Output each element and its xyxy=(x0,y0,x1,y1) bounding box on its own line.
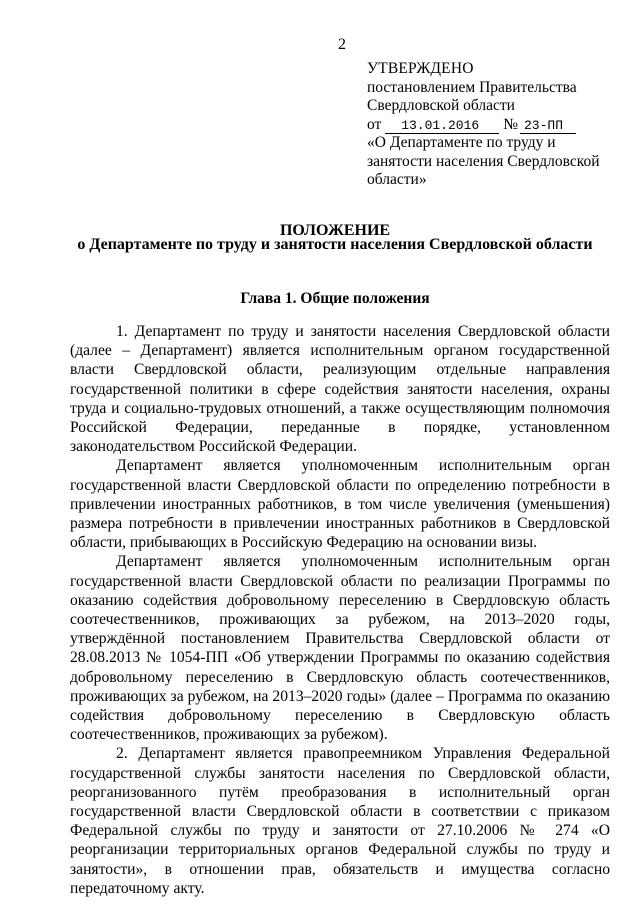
document-body xyxy=(70,322,610,898)
paragraph: Департамент является уполномоченным исполнительным орган государственной власти Свердловской области по реализации Программы по оказанию содействия добровольному переселению в Свердловскую область соотечественников, проживающих за рубежом, на 2013–2020 годы, утверждённой постановлением Правительства Свердловской области от 28.08.2013 № 1054-ПП «Об утверждении Программы по оказанию содействия добровольному переселению в Свердловскую область соотечественников, проживающих за рубежом, на 2013–2020 годы» (далее – Программа по оказанию содействия добровольному переселению в Свердловскую область соотечественников, проживающих за рубежом). xyxy=(70,553,610,744)
approval-line-1: постановлением Правительства xyxy=(367,78,577,96)
approval-subject-line-3: области» xyxy=(367,171,427,188)
chapter-title: Глава 1. Общие положения xyxy=(240,290,430,307)
approval-title: УТВЕРЖДЕНО xyxy=(367,60,474,77)
document-title: ПОЛОЖЕНИЕ xyxy=(279,222,391,239)
paragraph: Департамент является уполномоченным исполнительным орган государственной власти Свердловской области по определению потребности в привлечении иностранных работников, в том числе увеличения (уменьшения) размера потребности в привлечении иностранных работников в Свердловской области, прибывающих в Российскую Федерацию на основании визы. xyxy=(70,457,610,552)
approval-subject-line-1: «О Департаменте по труду и xyxy=(367,134,556,151)
approval-date-line xyxy=(367,116,617,135)
page-number: 2 xyxy=(338,36,346,53)
approval-line-2: Свердловской области xyxy=(367,97,515,114)
approval-number: 23-ПП xyxy=(520,119,576,134)
approval-from-label: от xyxy=(367,115,382,133)
document-subtitle: о Департаменте по труду и занятости населения Свердловской области xyxy=(77,236,593,253)
approval-date: 13.01.2016 xyxy=(385,119,499,134)
approval-number-label: № xyxy=(503,115,518,133)
paragraph: 2. Департамент является правопреемником Управления Федеральной государственной службы занятости населения по Свердловской области, реорганизованного путём преобразования в исполнительный орган государственной власти Свердловской области в соответствии с приказом Федеральной службы по труду и занятости от 27.10.2006 № 274 «О реорганизации территориальных органов Федеральной службы по труду и занятости», в отношении прав, обязательств и имущества согласно передаточному акту. xyxy=(70,745,610,897)
approval-stamp xyxy=(367,60,617,190)
paragraph: 1. Департамент по труду и занятости населения Свердловской области (далее – Департамент) является исполнительным органом государственной власти Свердловской области, реализующим отдельные направления государственной политики в сфере содействия занятости населения, охраны труда и социально-трудовых отношений, а также осуществляющим полномочия Российской Федерации, переданные в порядке, установленном законодательством Российской Федерации. xyxy=(70,323,610,456)
approval-subject-line-2: занятости населения Свердловской xyxy=(367,152,600,170)
